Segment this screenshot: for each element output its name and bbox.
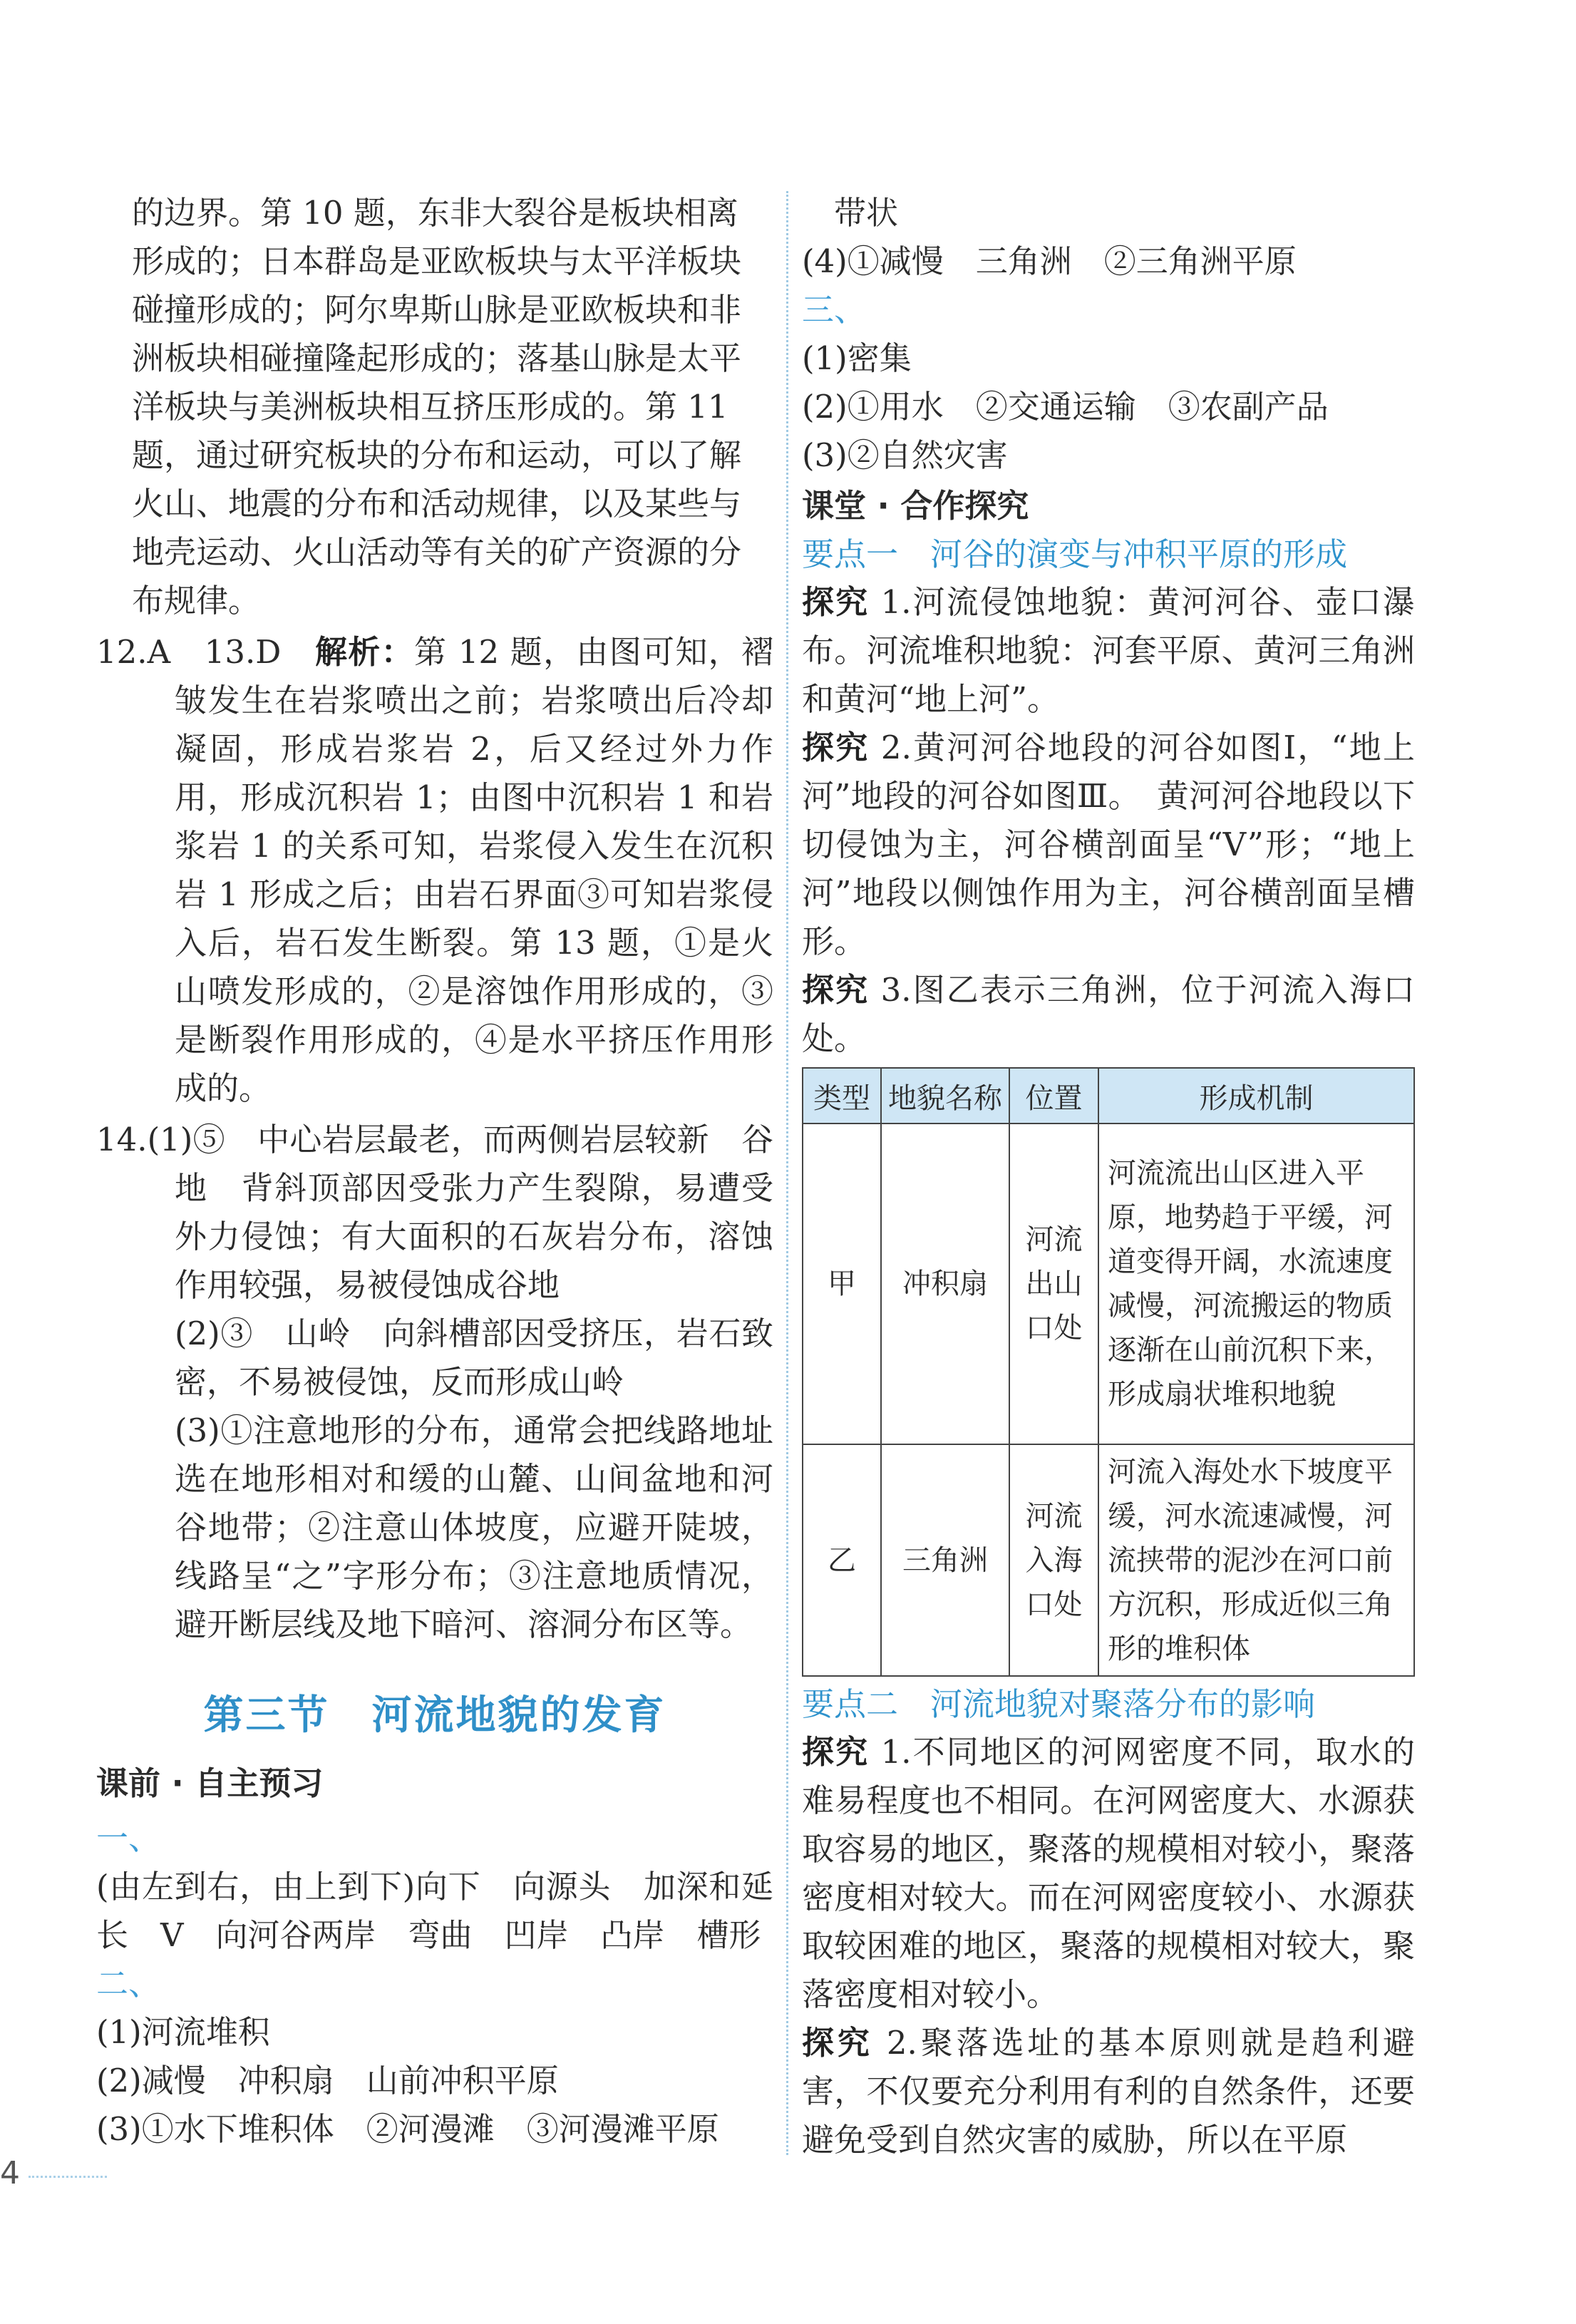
explore-label: 探究 (802, 729, 870, 766)
explore-5: 探究 2.聚落选址的基本原则就是趋利避害，不仅要充分利用有利的自然条件，还要避免受到自然灾害的威胁，所以在平原 (802, 2024, 1415, 2159)
text-line: (3)①水下堆积体 ②河漫滩 ③河漫滩平原 (96, 2110, 719, 2148)
explore-label: 探究 (802, 583, 870, 621)
explore-3: 探究 3.图乙表示三角洲，位于河流入海口处。 (802, 971, 1415, 1057)
left-column (96, 189, 773, 2154)
table-header: 形成机制 (1098, 1068, 1414, 1124)
explore-label: 探究 (802, 1733, 870, 1771)
text-line: 布规律。 (132, 582, 261, 619)
table-cell: 冲积扇 (881, 1124, 1009, 1444)
right-column (802, 189, 1415, 2164)
table-cell: 三角洲 (881, 1444, 1009, 1676)
part-number: 二、 (96, 1965, 161, 2002)
explore-2: 探究 2.黄河河谷地段的河谷如图Ⅰ，“地上河”地段的河谷如图Ⅲ。 黄河河谷地段以下切侵蚀为主，河谷横剖面呈“V”形；“地上河”地段以侧蚀作用为主，河谷横剖面呈槽形。 (802, 729, 1415, 960)
table-header: 类型 (803, 1068, 881, 1124)
part-number: 一、 (96, 1819, 161, 1857)
text-line: 形成的；日本群岛是亚欧板块与太平洋板块 (132, 242, 742, 280)
text-line: (4)①减慢 三角洲 ②三角洲平原 (802, 242, 1297, 280)
text-line: 的边界。第 10 题，东非大裂谷是板块相离 (132, 194, 738, 232)
landform-table (802, 1067, 1415, 1677)
text-line: 洋板块与美洲板块相互挤压形成的。第 11 (132, 388, 728, 426)
text-line: (1)密集 (802, 339, 912, 377)
text-line: 题，通过研究板块的分布和运动，可以了解 (132, 436, 742, 474)
text-line: 带状 (834, 194, 899, 232)
table-row (803, 1124, 1414, 1444)
section-title: 第三节 河流地貌的发育 (203, 1692, 666, 1739)
page-number: 4 (0, 2155, 20, 2191)
table-header: 地貌名称 (881, 1068, 1009, 1124)
answer-q14-2: (2)③ 山岭 向斜槽部因受挤压，岩石致密，不易被侵蚀，反而形成山岭 (175, 1315, 773, 1401)
analysis-text: 第 12 题，由图可知，褶皱发生在岩浆喷出之前；岩浆喷出后冷却凝固，形成岩浆岩 2，后又经过外力作用，形成沉积岩 1；由图中沉积岩 1 和岩浆岩 1 的关系可知，岩浆侵入发生在沉积岩 1 形成之后；由岩石界面③可知岩浆侵入后，岩石发生断裂。第 13 题，①是火山喷发形成的，②是溶蚀作用形成的，③是断裂作用形成的，④是水平挤压作用形成的。 (175, 633, 773, 1107)
table-row (803, 1444, 1414, 1676)
part1-answers: (由左到右，由上到下)向下 向源头 加深和延长 V 向河谷两岸 弯曲 凹岸 凸岸 槽形 (96, 1868, 773, 1954)
key-point-2: 要点二 河流地貌对聚落分布的影响 (802, 1685, 1316, 1723)
table-cell: 河流入海处水下坡度平缓，河水流速减慢，河流挟带的泥沙在河口前方沉积，形成近似三角形的堆积体 (1098, 1444, 1414, 1676)
explore-4: 探究 1.不同地区的河网密度不同，取水的难易程度也不相同。在河网密度大、水源获取容易的地区，聚落的规模相对较小，聚落密度相对较大。而在河网密度较小、水源获取较困难的地区，聚落的规模相对较大，聚落密度相对较小。 (802, 1733, 1415, 2013)
explore-1: 探究 1.河流侵蚀地貌：黄河河谷、壶口瀑布。河流堆积地貌：河套平原、黄河三角洲和黄河“地上河”。 (802, 583, 1415, 718)
key-point-1: 要点一 河谷的演变与冲积平原的形成 (802, 535, 1348, 573)
text-line: (2)减慢 冲积扇 山前冲积平原 (96, 2062, 559, 2099)
text-line: 洲板块相碰撞隆起形成的；落基山脉是太平 (132, 339, 742, 377)
table-header-row (803, 1068, 1414, 1124)
table-cell: 河流出山口处 (1009, 1124, 1098, 1444)
text-line: 地壳运动、火山活动等有关的矿产资源的分 (132, 533, 742, 571)
explore-label: 探究 (802, 2024, 873, 2062)
answer-q12 (96, 628, 773, 1113)
text-line: 火山、地震的分布和活动规律，以及某些与 (132, 485, 742, 523)
table-cell: 乙 (803, 1444, 881, 1676)
explore-label: 探究 (802, 971, 870, 1009)
table-header: 位置 (1009, 1068, 1098, 1124)
analysis-label: 解析： (314, 633, 414, 671)
class-heading: 课堂 · 合作探究 (802, 487, 1029, 525)
text-line: (1)河流堆积 (96, 2013, 270, 2051)
answer-q14-3: (3)①注意地形的分布，通常会把线路地址选在地形相对和缓的山麓、山间盆地和河谷地带；②注意山体坡度，应避开陡坡，线路呈“之”字形分布；③注意地质情况，避开断层线及地下暗河、溶洞分布区等。 (175, 1412, 773, 1643)
text-line: (3)②自然灾害 (802, 436, 1008, 474)
answer-q14-1: 14.(1)⑤ 中心岩层最老，而两侧岩层较新 谷地 背斜顶部因受张力产生裂隙，易遭受外力侵蚀；有大面积的石灰岩分布，溶蚀作用较强，易被侵蚀成谷地 (96, 1121, 773, 1304)
part-number: 三、 (802, 291, 867, 329)
page-number-rule (29, 2176, 107, 2178)
preview-heading: 课前 · 自主预习 (96, 1764, 324, 1802)
answer-choices: 12.A 13.D (96, 633, 315, 671)
table-cell: 河流流出山区进入平原，地势趋于平缓，河道变得开阔，水流速度减慢，河流搬运的物质逐渐在山前沉积下来，形成扇状堆积地貌 (1098, 1124, 1414, 1444)
column-divider (786, 191, 788, 2155)
text-line: (2)①用水 ②交通运输 ③农副产品 (802, 388, 1329, 426)
table-cell: 甲 (803, 1124, 881, 1444)
table-cell: 河流入海口处 (1009, 1444, 1098, 1676)
continued-answer (96, 189, 773, 625)
text-line: 碰撞形成的；阿尔卑斯山脉是亚欧板块和非 (132, 291, 742, 329)
